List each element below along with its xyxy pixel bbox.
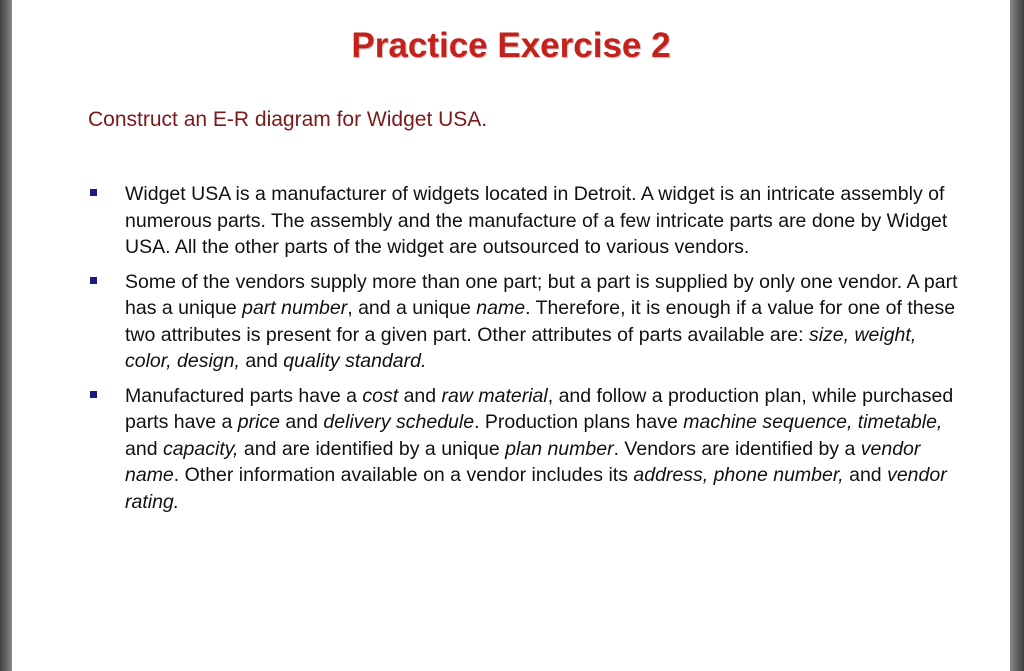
text-run: and [398, 384, 442, 407]
square-bullet-icon [90, 189, 97, 196]
bullet-item [88, 383, 968, 516]
emphasized-text: delivery schedule [323, 411, 475, 433]
emphasized-text: size, weight, color, design, [125, 323, 917, 372]
slide-page [12, 0, 1010, 671]
window-edge-left [0, 0, 12, 671]
text-run: Some of the vendors supply more than one part; but a part is supplied by only one vendor. A part has a unique [125, 270, 958, 319]
text-run: and [239, 350, 284, 372]
emphasized-text: price [237, 411, 281, 433]
text-run: Manufactured parts have a [125, 384, 363, 407]
text-run: and [125, 437, 163, 460]
text-run: and [843, 464, 888, 486]
emphasized-text: vendor name [125, 437, 921, 486]
text-run: Widget USA is a manufacturer of widgets located in Detroit. A widget is an intricate assembly of numerous parts. The assembly and the manufacture of a few intricate parts are done by Widget USA. All the other parts of the widget are outsourced to various vendors. [125, 183, 948, 258]
emphasized-text: capacity, [162, 437, 239, 460]
bullet-text [125, 183, 947, 258]
slide-title: Practice Exercise 2 [351, 26, 671, 65]
text-run: and are identified by a unique [238, 437, 506, 460]
bullet-text [125, 385, 953, 513]
emphasized-text: name [476, 297, 526, 319]
emphasized-text: cost [362, 384, 399, 407]
emphasized-text: raw material [441, 384, 548, 407]
bullet-item [88, 181, 968, 261]
emphasized-text: quality standard. [283, 350, 427, 372]
text-run: . Other information available on a vendor includes its [173, 464, 634, 486]
bullet-item [88, 269, 968, 375]
square-bullet-icon [90, 391, 97, 398]
bullet-text [125, 271, 958, 373]
emphasized-text: part number [242, 297, 348, 319]
emphasized-text: plan number [505, 437, 614, 460]
bullet-list [88, 181, 968, 523]
text-run: and [280, 411, 324, 433]
text-run: , and a unique [347, 297, 477, 319]
square-bullet-icon [90, 277, 97, 284]
emphasized-text: machine sequence, timetable, [683, 411, 943, 433]
text-run: . Production plans have [474, 411, 684, 433]
text-run: , and follow a production plan, while purchased parts have a [125, 384, 954, 433]
text-run: . Vendors are identified by a [613, 437, 861, 460]
emphasized-text: address, phone number, [633, 464, 844, 486]
slide-subtitle: Construct an E-R diagram for Widget USA. [88, 108, 488, 131]
emphasized-text: vendor rating. [125, 464, 947, 513]
text-run: . Therefore, it is enough if a value for one of these two attributes is present for a given part. Other attributes of parts available are: [125, 297, 956, 346]
window-edge-right [1010, 0, 1024, 671]
